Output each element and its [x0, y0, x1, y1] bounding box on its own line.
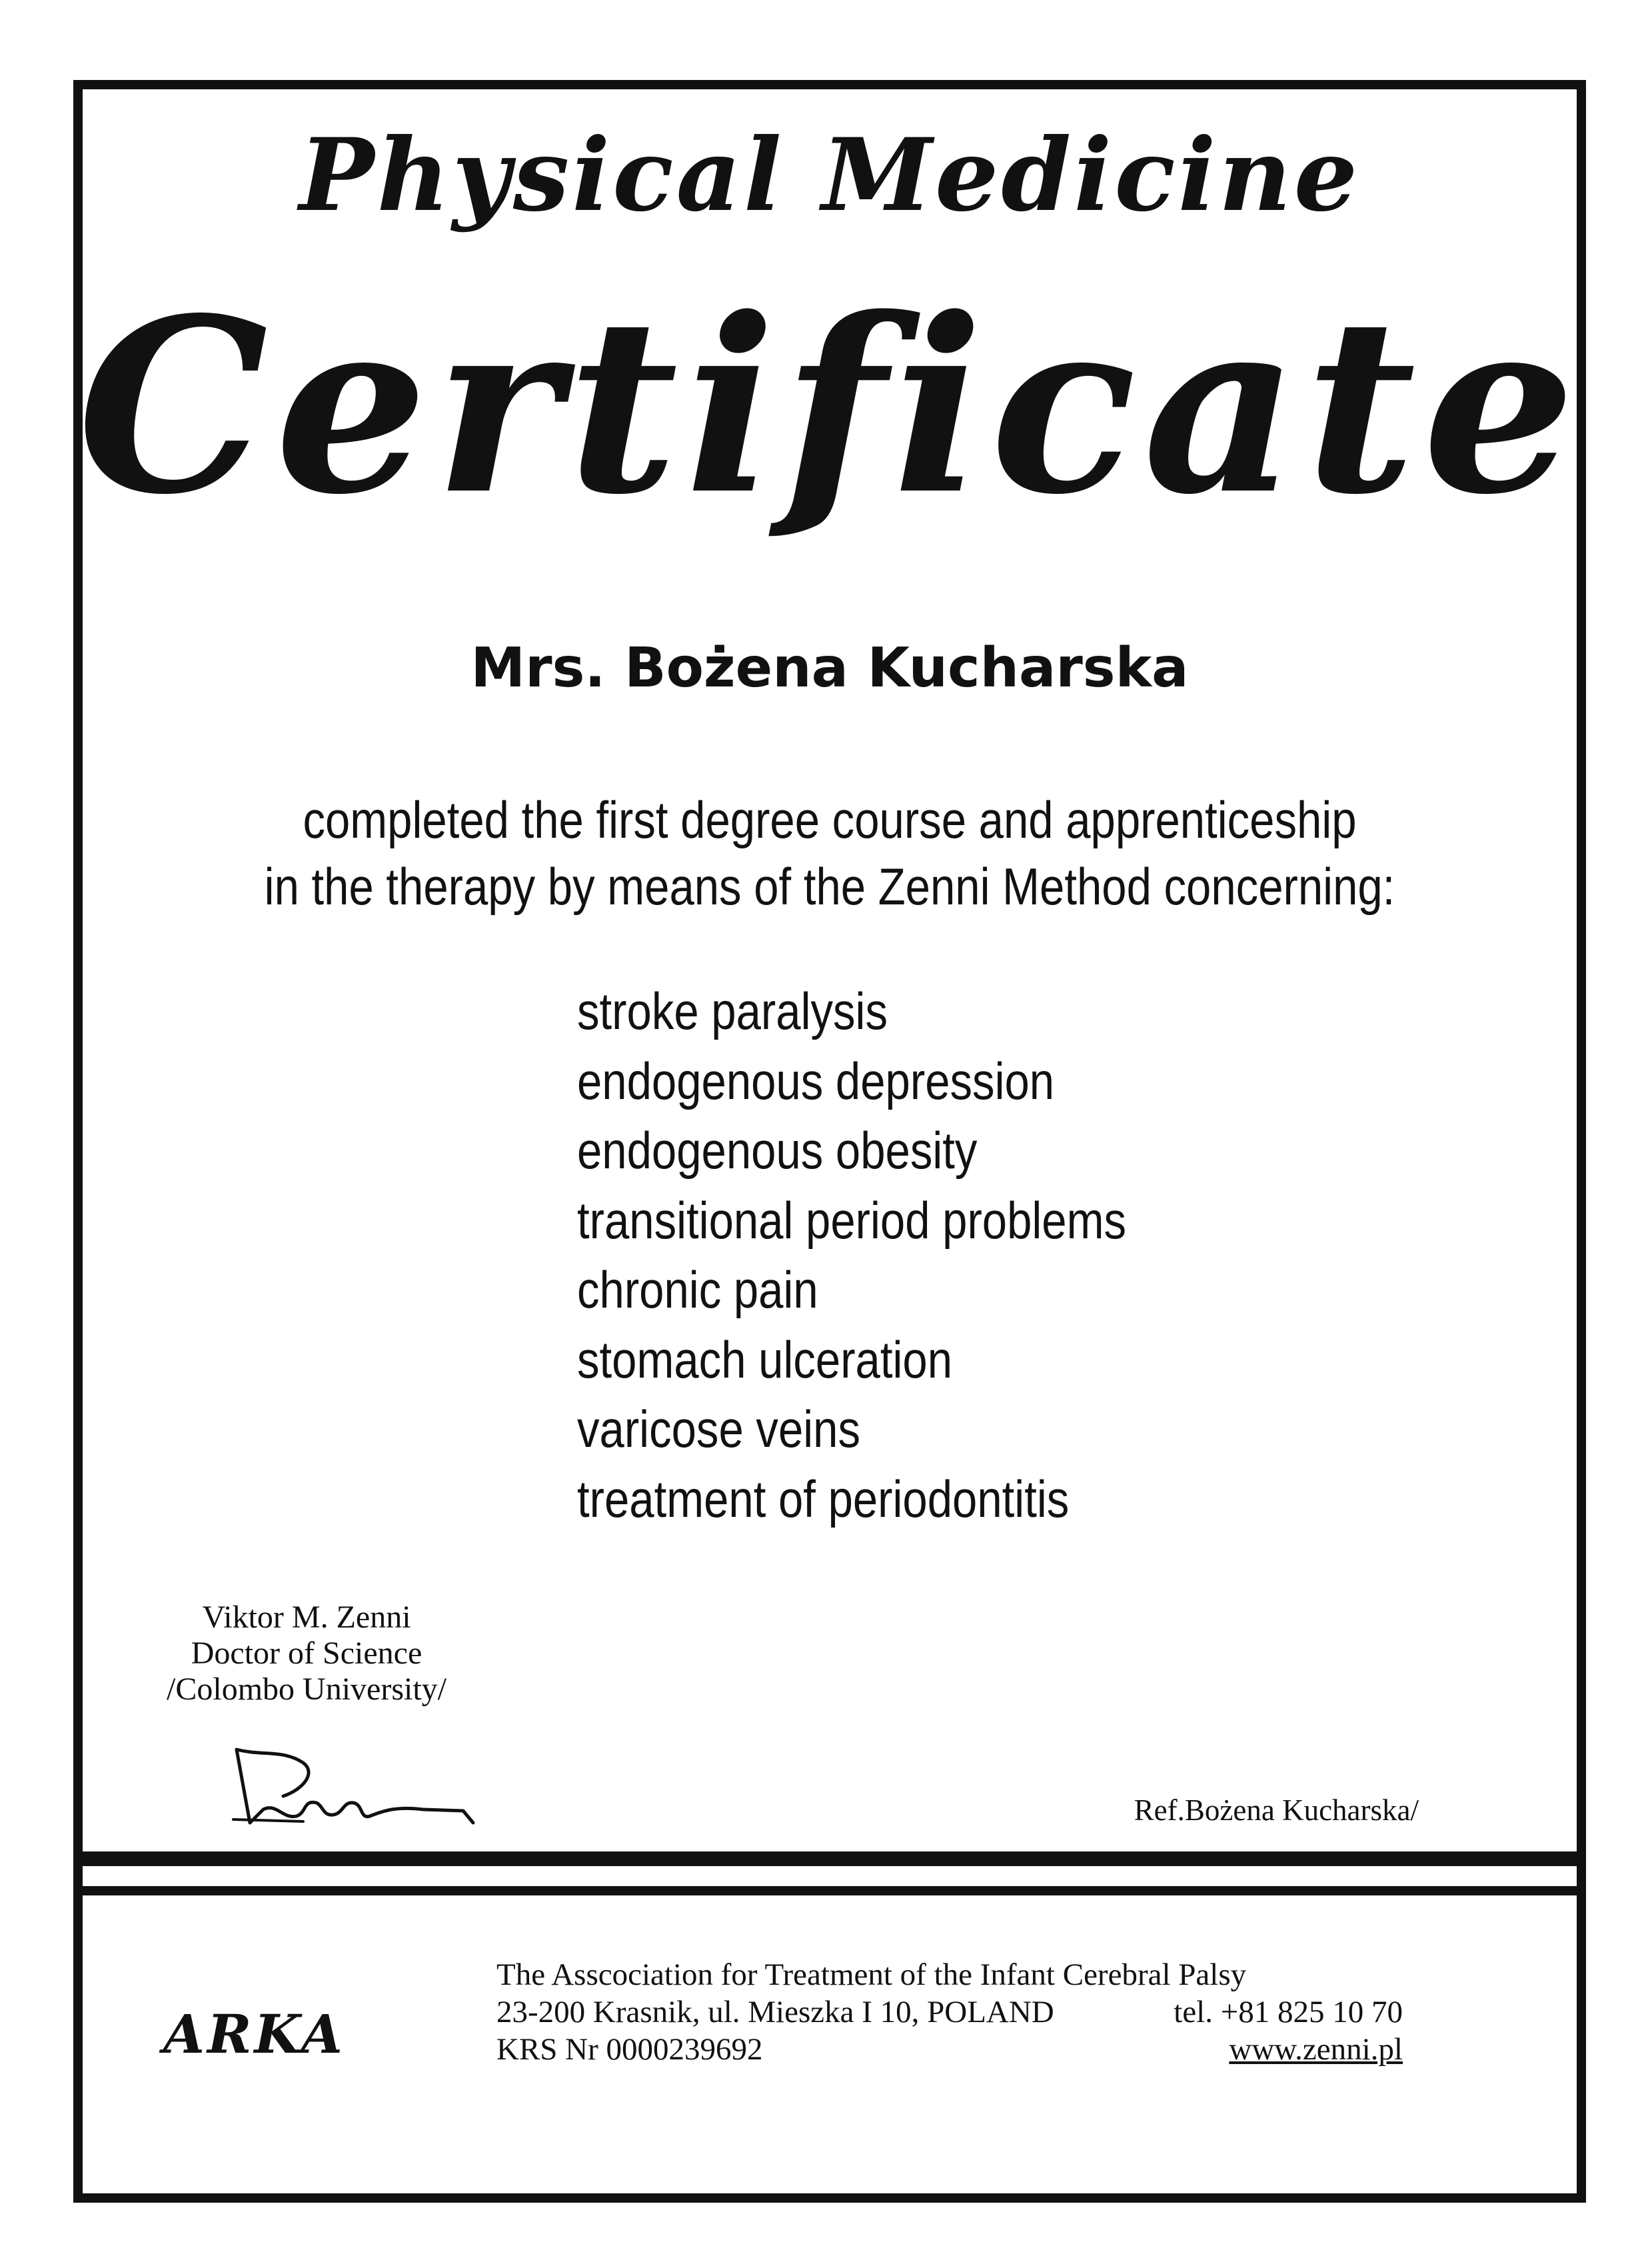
association-name-row [496, 1956, 1403, 1993]
reference-note: Ref.Bożena Kucharska/ [1134, 1793, 1419, 1827]
website-link[interactable]: www.zenni.pl [1229, 2032, 1403, 2067]
address-row [496, 1993, 1403, 2031]
statement-line: completed the first degree course and apprenticeship [303, 790, 1357, 849]
footer-divider [73, 1851, 1586, 1866]
association-krs: KRS Nr 0000239692 [496, 2032, 763, 2067]
recipient-name: Mrs. Bożena Kucharska [470, 636, 1189, 700]
signer-university: /Colombo University/ [167, 1672, 446, 1707]
condition-item: stroke paralysis [577, 982, 888, 1040]
association-name: The Asscociation for Treatment of the Infant Cerebral Palsy [496, 1957, 1247, 1992]
conditions-list [577, 976, 1126, 1534]
condition-item: varicose veins [577, 1400, 861, 1458]
condition-item: treatment of periodontitis [577, 1469, 1070, 1528]
certificate-subject: Physical Medicine [299, 117, 1361, 234]
signer-block [133, 1600, 480, 1707]
footer-divider [73, 1886, 1586, 1895]
registry-row [496, 2031, 1403, 2068]
association-address: 23-200 Krasnik, ul. Mieszka I 10, POLAND [496, 1995, 1054, 2029]
condition-item: chronic pain [577, 1260, 818, 1319]
certificate-title: Certificate [77, 265, 1582, 547]
statement-line: in the therapy by means of the Zenni Method concerning: [264, 857, 1395, 916]
association-phone: tel. +81 825 10 70 [1174, 1995, 1403, 2029]
condition-item: endogenous obesity [577, 1121, 978, 1180]
association-info [496, 1956, 1403, 2068]
signer-name: Viktor M. Zenni [202, 1600, 411, 1635]
condition-item: endogenous depression [577, 1051, 1055, 1110]
handwritten-signature [223, 1736, 483, 1836]
condition-item: transitional period problems [577, 1190, 1127, 1250]
signer-degree: Doctor of Science [191, 1636, 422, 1671]
condition-item: stomach ulceration [577, 1330, 953, 1389]
arka-logo: ARKA [163, 2003, 345, 2065]
completion-statement [179, 786, 1480, 920]
